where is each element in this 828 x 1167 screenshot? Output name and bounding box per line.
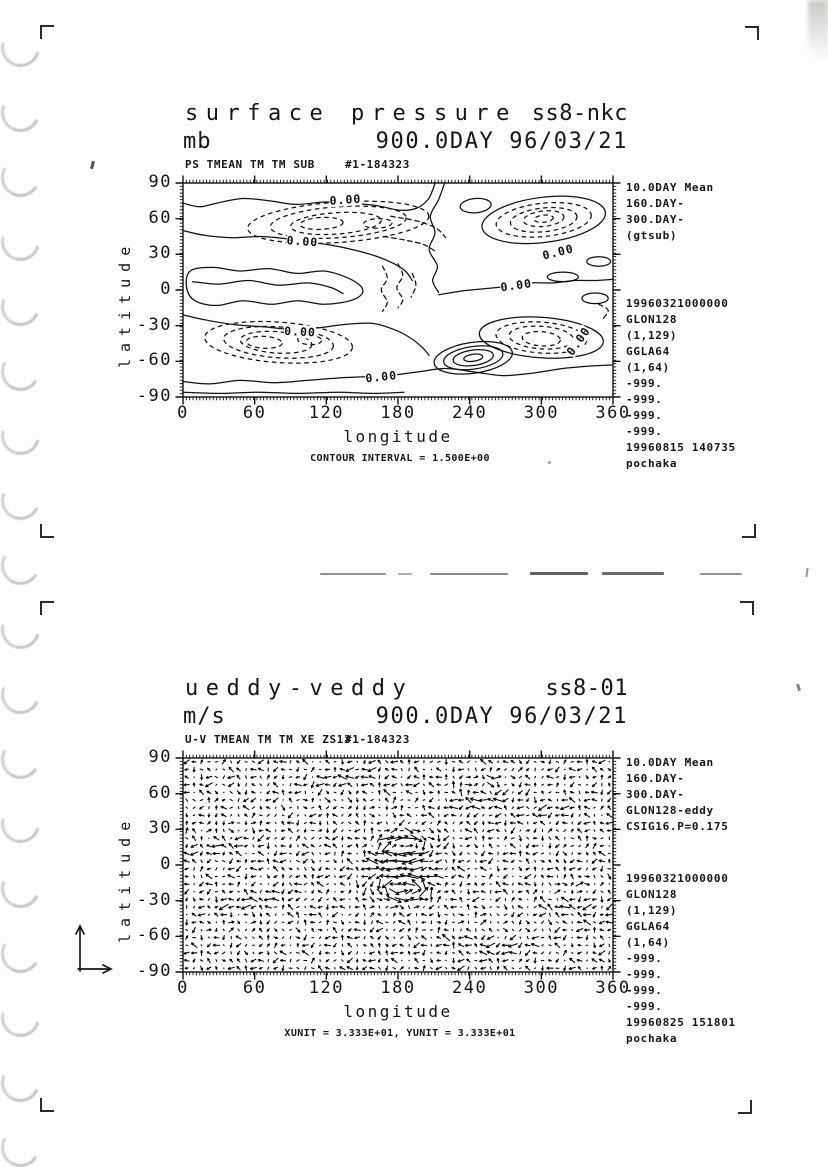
contour-dashed [246, 335, 282, 349]
plot-id-label: #1-184323 [345, 158, 411, 171]
annotation-line: 19960825 151801 [626, 1016, 736, 1029]
contour-label [499, 276, 533, 294]
annotation-line: 19960815 140735 [626, 441, 736, 454]
annotation-line: (1,129) [626, 904, 678, 917]
contour-label-text: 0.00 [286, 233, 319, 250]
plot-frame [183, 183, 613, 397]
contour-label [284, 324, 317, 340]
y-tick-label: -60 [136, 925, 172, 946]
contour-solid [183, 183, 435, 210]
contour-solid [547, 272, 578, 282]
units-label: mb [183, 129, 212, 154]
x-axis-title: longitude [343, 427, 453, 446]
contour-solid [479, 190, 608, 250]
vector-arrows [184, 759, 613, 970]
contour-label [329, 192, 362, 208]
annotation-line: (gtsub) [626, 229, 678, 242]
side-annotations-top [626, 755, 729, 835]
annotation-line: 160.DAY- [626, 772, 685, 785]
annotation-line: GLON128-eddy [626, 804, 714, 817]
x-tick-label: 180 [380, 403, 416, 423]
contour-solid [582, 293, 608, 304]
y-tick-label: -30 [136, 889, 172, 910]
annotation-line: -999. [626, 393, 663, 406]
y-tick-label: 30 [148, 818, 172, 839]
annotation-line: -999. [626, 377, 663, 390]
run-id-label: ss8-01 [545, 676, 628, 701]
side-annotations-bottom [626, 871, 736, 1047]
contour-solid [460, 197, 492, 214]
contour-dashed [384, 237, 437, 253]
annotation-line: (1,64) [626, 361, 670, 374]
contour-dashed [381, 266, 387, 311]
x-tick-label: 360 [595, 403, 631, 423]
y-tick-label: 60 [148, 207, 172, 228]
time-label: 900.0DAY 96/03/21 [375, 704, 628, 729]
annotation-line: 10.0DAY Mean [626, 181, 714, 194]
variable-label: U-V TMEAN TM TM XE ZS13 [185, 733, 352, 746]
annotation-line: -999. [626, 409, 663, 422]
vector-unit-note: XUNIT = 3.333E+01, YUNIT = 3.333E+01 [284, 1028, 516, 1039]
annotation-line: 19960321000000 [626, 297, 729, 310]
x-tick-label: 0 [177, 978, 189, 998]
contour-solid [452, 347, 494, 368]
y-axis-title: latitude [116, 814, 134, 943]
chart-title: ueddy-veddy [185, 676, 414, 701]
annotation-line: CSIG16.P=0.175 [626, 820, 729, 833]
x-tick-label: 60 [242, 978, 267, 998]
scan-speck [548, 461, 551, 464]
scan-artifact [398, 573, 412, 575]
contour-label-text: 0.00 [329, 191, 362, 208]
contour-solid [587, 257, 611, 267]
contour-dashed [509, 205, 578, 236]
vector-chart [0, 575, 828, 1150]
contour-interval-note: CONTOUR INTERVAL = 1.500E+00 [310, 453, 490, 464]
scan-artifact [320, 573, 386, 575]
annotation-line: GGLA64 [626, 345, 670, 358]
contour-dashed [599, 304, 609, 319]
contour-solid [463, 353, 483, 363]
contour-label-text: 0.00 [499, 276, 533, 295]
contour-solid [183, 392, 404, 393]
contour-dashed [391, 216, 446, 237]
vector-scale-arrows-icon [60, 911, 120, 983]
x-tick-label: 120 [308, 403, 344, 423]
x-tick-label: 240 [452, 403, 488, 423]
annotation-line: 19960321000000 [626, 872, 729, 885]
annotation-line: GGLA64 [626, 920, 670, 933]
annotation-line: GLON128 [626, 888, 678, 901]
variable-label: PS TMEAN TM TM SUB [185, 158, 316, 171]
x-tick-label: 300 [523, 978, 559, 998]
side-annotations-bottom [626, 296, 736, 472]
plot-frame [183, 758, 613, 972]
x-tick-label: 60 [242, 403, 267, 423]
contour-dashed [522, 330, 561, 347]
scan-artifact [808, 0, 828, 58]
scan-artifact [602, 572, 664, 575]
contour-label [365, 368, 398, 385]
y-tick-label: 30 [148, 243, 172, 264]
y-tick-label: -60 [136, 350, 172, 371]
contour-dashed [397, 264, 403, 308]
contour-label [541, 241, 575, 262]
run-id-label: ss8-nkc [531, 101, 628, 126]
scan-artifact [530, 572, 588, 575]
contour-dashed [411, 273, 416, 297]
y-tick-label: 90 [148, 172, 172, 192]
annotation-line: -999. [626, 984, 663, 997]
contour-dashed [523, 209, 565, 229]
x-tick-label: 240 [452, 978, 488, 998]
contour-solid [183, 365, 613, 384]
contour-label-text: 0.00 [283, 323, 317, 340]
vector-arrowheads [184, 760, 611, 971]
annotation-line: -999. [626, 952, 663, 965]
annotation-line: -999. [626, 425, 663, 438]
x-tick-label: 360 [595, 978, 631, 998]
contour-label-text: 0.00 [563, 324, 594, 359]
scan-artifact [430, 573, 508, 575]
y-tick-label: -30 [136, 314, 172, 335]
x-axis-title: longitude [343, 1002, 453, 1021]
y-tick-label: 60 [148, 782, 172, 803]
annotation-line: (1,129) [626, 329, 678, 342]
chart-title: surface pressure [185, 101, 517, 126]
annotation-line: 10.0DAY Mean [626, 756, 714, 769]
y-axis-title: latitude [116, 239, 134, 368]
scan-artifact [700, 573, 742, 575]
annotation-line: 160.DAY- [626, 197, 685, 210]
y-tick-label: -90 [136, 386, 172, 406]
plot-id-label: #1-184323 [345, 733, 411, 746]
x-tick-label: 0 [177, 403, 189, 423]
contour-dashed [508, 324, 574, 351]
annotation-line: pochaka [626, 1032, 678, 1045]
annotation-line: (1,64) [626, 936, 670, 949]
y-tick-label: 90 [148, 747, 172, 767]
annotation-line: -999. [626, 968, 663, 981]
side-annotations-top [626, 180, 714, 244]
vector-dots [187, 762, 610, 968]
contour-dashed [363, 218, 392, 229]
time-label: 900.0DAY 96/03/21 [375, 129, 628, 154]
y-tick-label: -90 [136, 961, 172, 981]
contour-solid [429, 183, 445, 292]
contour-label-text: 0.00 [364, 368, 398, 386]
annotation-line: 300.DAY- [626, 213, 685, 226]
annotation-line: -999. [626, 1000, 663, 1013]
contour-label [286, 233, 319, 249]
contour-dashed [300, 216, 344, 230]
annotation-line: 300.DAY- [626, 788, 685, 801]
y-tick-label: 0 [160, 854, 172, 874]
x-tick-label: 180 [380, 978, 416, 998]
annotation-line: GLON128 [626, 313, 678, 326]
surface-pressure-chart [0, 0, 828, 575]
contour-label-text: 0.00 [540, 241, 576, 263]
x-tick-label: 120 [308, 978, 344, 998]
contour-dashed [290, 210, 382, 238]
contour-dashed [534, 214, 554, 223]
annotation-line: pochaka [626, 457, 678, 470]
y-tick-label: 0 [160, 279, 172, 299]
x-tick-label: 300 [523, 403, 559, 423]
units-label: m/s [183, 704, 226, 729]
